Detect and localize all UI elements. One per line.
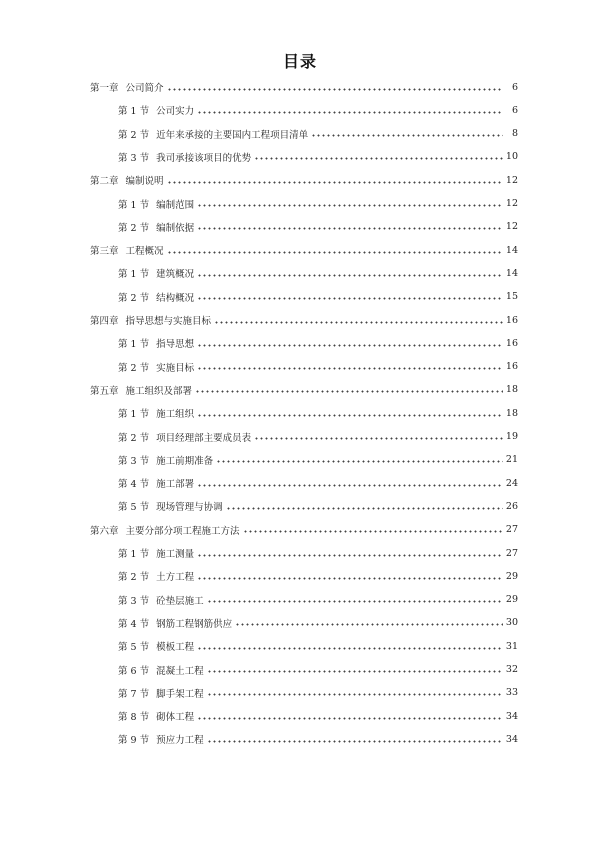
toc-entry-title: 项目经理部主要成员表 [156,432,252,444]
toc-entry-title: 施工部署 [156,479,195,491]
toc-page-number: 30 [505,617,518,629]
toc-dot-leader [197,645,503,651]
toc-page-number: 19 [505,431,518,442]
toc-entry-title: 土方工程 [156,572,195,584]
toc-dot-leader [207,669,503,675]
toc-page-number: 31 [505,640,518,652]
toc-dot-leader [254,436,503,442]
toc-entry-label [118,220,194,234]
toc-section-entry[interactable] [118,125,518,143]
toc-section-entry[interactable] [118,288,518,306]
toc-dot-leader [167,86,503,92]
toc-section-entry[interactable] [118,544,518,562]
toc-entry-title: 施工测量 [156,549,195,560]
toc-dot-leader [207,599,503,605]
toc-entry-number: 第 3 节 [118,455,150,467]
toc-page-number: 6 [511,81,518,93]
toc-entry-label [118,639,194,653]
toc-dot-leader [197,575,503,581]
toc-entry-label [118,336,194,350]
toc-entry-label [90,80,164,94]
toc-section-entry[interactable] [118,707,518,725]
toc-entry-title: 结构概况 [156,292,195,304]
toc-section-entry[interactable] [118,474,518,492]
toc-page-number: 18 [505,384,518,396]
toc-entry-label [90,523,240,537]
toc-entry-title: 预应力工程 [156,735,204,747]
toc-entry-title: 实施目标 [156,362,195,374]
toc-page-number: 16 [505,361,518,373]
toc-dot-leader [197,226,503,232]
toc-dot-leader [311,133,503,139]
toc-section-entry[interactable] [118,334,518,352]
toc-entry-number: 第三章 [90,246,119,258]
toc-page-number: 33 [505,687,518,699]
toc-page-number: 6 [511,104,518,116]
toc-page-number: 34 [505,733,518,745]
toc-entry-title: 指导思想与实施目标 [125,316,212,327]
toc-entry-number: 第 4 节 [118,479,150,491]
toc-entry-title: 编制说明 [125,176,164,188]
toc-section-entry[interactable] [118,451,518,469]
toc-page-number: 16 [505,314,518,326]
toc-section-entry[interactable] [118,614,518,632]
toc-page-number: 10 [505,151,518,163]
toc-page-number: 21 [505,454,518,466]
toc-entry-title: 现场管理与协调 [156,502,223,514]
toc-entry-label [118,290,194,304]
toc-dot-leader [195,389,503,395]
toc-entry-number: 第 3 节 [118,595,150,607]
toc-page-number: 18 [505,407,518,419]
toc-dot-leader [214,319,503,325]
toc-entry-number: 第 2 节 [118,572,150,584]
toc-entry-title: 混凝土工程 [156,665,204,677]
toc-page-number: 16 [505,337,518,349]
toc-dot-leader [254,156,503,162]
toc-entry-label [118,709,194,723]
toc-page-number: 27 [505,524,518,536]
toc-entry-number: 第 2 节 [118,222,150,234]
toc-entry-label [118,406,194,420]
toc-entry-number: 第 6 节 [118,665,150,677]
toc-entry-title: 主要分部分项工程施工方法 [125,525,240,537]
toc-section-entry[interactable] [118,148,518,166]
toc-entry-label [118,453,213,467]
toc-entry-title: 编制依据 [156,222,195,234]
toc-entry-number: 第 2 节 [118,129,150,141]
toc-entry-label [118,686,204,700]
toc-entry-title: 施工组织 [156,409,195,421]
toc-dot-leader [197,296,503,302]
toc-dot-leader [197,203,503,209]
toc-entry-label [118,663,204,677]
toc-entry-label [90,243,164,257]
toc-page-number: 12 [505,174,518,186]
toc-entry-number: 第 1 节 [118,409,150,421]
toc-page-number: 32 [505,664,518,675]
toc-page-number: 34 [505,710,518,722]
toc-entry-number: 第 4 节 [118,618,150,630]
toc-entry-number: 第 5 节 [118,502,150,514]
toc-chapter-entry[interactable] [90,78,518,96]
toc-entry-label [90,313,211,327]
toc-entry-title: 公司简介 [125,83,164,94]
toc-section-entry[interactable] [118,264,518,282]
toc-entry-label [118,499,223,513]
toc-dot-leader [197,109,503,115]
toc-chapter-entry[interactable] [90,241,518,259]
toc-dot-leader [197,715,503,721]
toc-entry-number: 第 3 节 [118,152,150,164]
toc-page-number: 12 [505,221,518,233]
toc-entry-label [118,732,204,746]
toc-entry-title: 工程概况 [125,246,164,258]
toc-entry-title: 公司实力 [156,106,195,118]
toc-dot-leader [197,366,503,372]
toc-page-number: 27 [505,547,518,559]
toc-title: 目录 [282,52,317,71]
toc-entry-number: 第 2 节 [118,362,150,374]
toc-entry-title: 脚手架工程 [156,688,204,700]
toc-section-entry[interactable] [118,101,518,119]
toc-entry-label [118,127,308,141]
toc-entry-number: 第 8 节 [118,712,150,724]
toc-section-entry[interactable] [118,218,518,236]
toc-chapter-entry[interactable] [90,381,518,399]
toc-entry-label [118,546,194,560]
toc-entry-title: 编制范围 [156,199,195,211]
toc-entry-number: 第 1 节 [118,339,150,351]
toc-entry-number: 第 1 节 [118,549,150,560]
toc-dot-leader [167,179,503,185]
toc-entry-number: 第一章 [90,83,119,94]
toc-page-number: 14 [505,267,518,279]
toc-entry-number: 第六章 [90,525,119,537]
toc-entry-label [118,360,194,374]
toc-page-number: 26 [505,500,518,512]
toc-entry-title: 施工前期准备 [156,455,214,467]
toc-section-entry[interactable] [118,428,518,446]
toc-chapter-entry[interactable] [90,171,518,189]
toc-dot-leader [197,342,503,348]
toc-section-entry[interactable] [118,497,518,515]
toc-dot-leader [197,272,503,278]
toc-page-number: 15 [505,291,518,303]
toc-entry-label [118,430,251,444]
toc-section-entry[interactable] [118,358,518,376]
toc-entry-number: 第 1 节 [118,269,150,281]
toc-entry-label [118,476,194,490]
toc-dot-leader [167,249,503,255]
toc-section-entry[interactable] [118,591,518,609]
toc-section-entry[interactable] [118,730,518,748]
toc-entry-label [90,173,164,187]
toc-entry-title: 模板工程 [156,642,195,654]
toc-entry-title: 近年来承接的主要国内工程项目清单 [156,129,309,141]
toc-entry-title: 砼垫层施工 [156,595,204,607]
toc-dot-leader [243,529,503,535]
toc-page-number: 29 [505,594,518,606]
toc-dot-leader [197,412,503,418]
toc-page-number: 14 [505,244,518,256]
toc-section-entry[interactable] [118,684,518,702]
toc-entry-number: 第五章 [90,385,119,397]
toc-page-number: 8 [511,128,518,140]
toc-entry-label [118,103,194,117]
toc-entry-label [90,383,192,397]
toc-page-number: 24 [505,477,518,489]
toc-section-entry[interactable] [118,661,518,679]
toc-page-number: 12 [505,198,518,209]
toc-section-entry[interactable] [118,567,518,585]
toc-entry-label [118,150,251,164]
toc-section-entry[interactable] [118,637,518,655]
toc-dot-leader [216,459,503,465]
toc-section-entry[interactable] [118,404,518,422]
toc-entry-number: 第 5 节 [118,642,150,654]
toc-entry-title: 施工组织及部署 [125,385,193,397]
toc-entry-title: 我司承接该项目的优势 [156,152,252,164]
toc-dot-leader [226,505,503,511]
toc-entry-title: 砌体工程 [156,712,195,724]
toc-entry-number: 第 2 节 [118,432,150,444]
toc-entry-title: 钢筋工程钢筋供应 [156,618,233,630]
toc-entry-label [118,266,194,280]
toc-dot-leader [207,738,503,744]
toc-dot-leader [235,622,503,628]
toc-chapter-entry[interactable] [90,311,518,329]
toc-entry-label [118,616,232,630]
toc-entry-number: 第 2 节 [118,292,150,304]
toc-entry-label [118,593,204,607]
toc-entry-number: 第四章 [90,316,119,327]
toc-entry-number: 第二章 [90,176,119,188]
toc-entry-label [118,569,194,583]
toc-section-entry[interactable] [118,195,518,213]
toc-entry-number: 第 9 节 [118,735,150,747]
toc-entry-title: 指导思想 [156,339,195,351]
toc-entry-number: 第 7 节 [118,688,150,700]
toc-entry-label [118,197,194,211]
toc-chapter-entry[interactable] [90,521,518,539]
toc-entry-number: 第 1 节 [118,106,150,118]
toc-entry-number: 第 1 节 [118,199,150,211]
toc-entry-title: 建筑概况 [156,269,195,281]
toc-dot-leader [197,552,503,558]
toc-dot-leader [197,482,503,488]
toc-dot-leader [207,692,503,698]
toc-page-number: 29 [505,570,518,582]
